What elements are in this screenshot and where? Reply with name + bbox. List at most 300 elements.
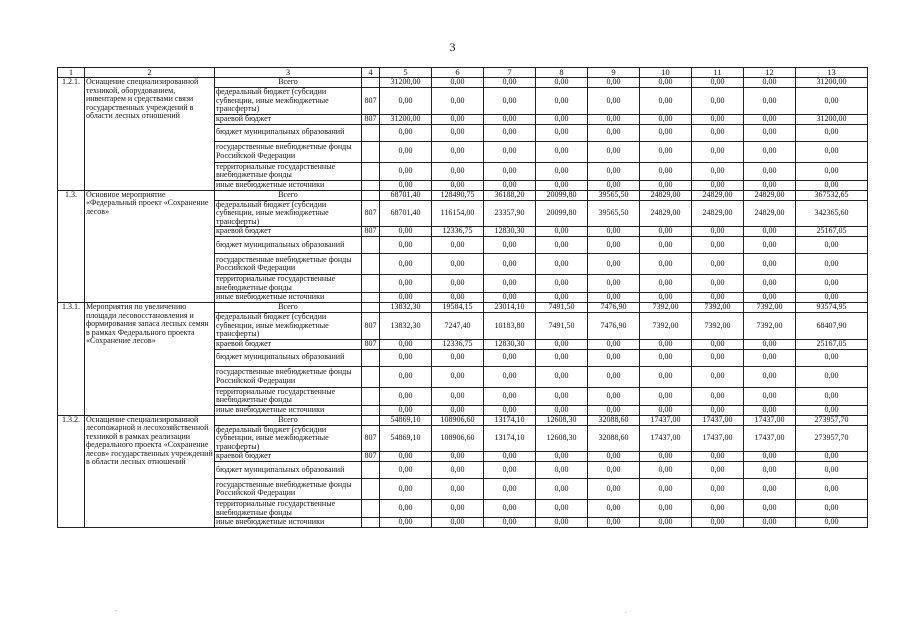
- amount-value: 0,00: [380, 479, 432, 500]
- budget-code: [362, 124, 380, 141]
- budget-code: [362, 518, 380, 528]
- amount-value: 0,00: [432, 349, 484, 366]
- amount-value: 24829,00: [744, 200, 796, 227]
- budget-code: [362, 387, 380, 405]
- column-header: 2: [85, 68, 215, 78]
- funding-source: иные внебюджетные источники: [215, 293, 362, 303]
- amount-value: 0,00: [692, 293, 744, 303]
- amount-value: 0,00: [588, 462, 640, 479]
- total-value: 0,00: [796, 387, 868, 405]
- amount-value: 20099,80: [536, 190, 588, 200]
- amount-value: 0,00: [692, 452, 744, 462]
- amount-value: 54869,10: [380, 415, 432, 425]
- amount-value: 0,00: [432, 479, 484, 500]
- amount-value: 0,00: [380, 254, 432, 275]
- amount-value: 0,00: [744, 518, 796, 528]
- item-number: 1.3.1.: [58, 303, 85, 416]
- amount-value: 0,00: [484, 387, 536, 405]
- funding-source: территориальные государственные внебюджетные фонды: [215, 275, 362, 293]
- amount-value: 0,00: [640, 237, 692, 254]
- amount-value: 0,00: [380, 462, 432, 479]
- amount-value: 0,00: [484, 78, 536, 88]
- amount-value: 23014,10: [484, 303, 536, 313]
- total-value: 273957,70: [796, 425, 868, 452]
- amount-value: 0,00: [692, 349, 744, 366]
- amount-value: 0,00: [380, 162, 432, 180]
- amount-value: 0,00: [692, 405, 744, 415]
- amount-value: 0,00: [484, 462, 536, 479]
- amount-value: 0,00: [588, 339, 640, 349]
- funding-source: государственные внебюджетные фонды Российской Федерации: [215, 479, 362, 500]
- amount-value: 0,00: [536, 227, 588, 237]
- item-name: Мероприятия по увеличению площади лесовосстановления и формирования запаса лесных семян в рамках Федерального проекта «Сохранение лесов»: [85, 303, 215, 416]
- item-number: 1.2.1.: [58, 78, 85, 191]
- amount-value: 12608,30: [536, 425, 588, 452]
- amount-value: 0,00: [744, 366, 796, 387]
- amount-value: 0,00: [692, 180, 744, 190]
- total-value: 0,00: [796, 479, 868, 500]
- amount-value: 36188,20: [484, 190, 536, 200]
- budget-table: [57, 67, 868, 528]
- total-value: 25167,05: [796, 339, 868, 349]
- amount-value: 7491,50: [536, 313, 588, 340]
- amount-value: 0,00: [744, 339, 796, 349]
- funding-source: федеральный бюджет (субсидии субвенции, иные межбюджетные трансферты): [215, 200, 362, 227]
- amount-value: 7476,90: [588, 313, 640, 340]
- item-number: 1.3.2.: [58, 415, 85, 528]
- amount-value: 0,00: [536, 349, 588, 366]
- amount-value: 0,00: [744, 387, 796, 405]
- amount-value: 0,00: [744, 405, 796, 415]
- amount-value: 0,00: [588, 452, 640, 462]
- amount-value: 0,00: [536, 387, 588, 405]
- budget-code: 807: [362, 339, 380, 349]
- funding-source: федеральный бюджет (субсидии субвенции, иные межбюджетные трансферты): [215, 313, 362, 340]
- amount-value: 0,00: [484, 366, 536, 387]
- table-row: [58, 415, 868, 425]
- amount-value: 0,00: [536, 124, 588, 141]
- amount-value: 0,00: [380, 366, 432, 387]
- funding-source: государственные внебюджетные фонды Российской Федерации: [215, 366, 362, 387]
- funding-source: федеральный бюджет (субсидии субвенции, иные межбюджетные трансферты): [215, 425, 362, 452]
- total-value: 0,00: [796, 462, 868, 479]
- amount-value: 13174,10: [484, 425, 536, 452]
- budget-code: 807: [362, 313, 380, 340]
- amount-value: 68701,40: [380, 190, 432, 200]
- amount-value: 0,00: [380, 518, 432, 528]
- amount-value: 0,00: [692, 114, 744, 124]
- amount-value: 0,00: [692, 462, 744, 479]
- amount-value: 0,00: [692, 479, 744, 500]
- amount-value: 0,00: [536, 180, 588, 190]
- column-header: 3: [215, 68, 362, 78]
- header-row: [58, 68, 868, 78]
- amount-value: 0,00: [588, 88, 640, 115]
- amount-value: 0,00: [640, 387, 692, 405]
- amount-value: 0,00: [640, 479, 692, 500]
- amount-value: 108906,60: [432, 425, 484, 452]
- page-number: 3: [449, 40, 456, 54]
- amount-value: 0,00: [536, 78, 588, 88]
- funding-source: федеральный бюджет (субсидии субвенции, иные межбюджетные трансферты): [215, 88, 362, 115]
- amount-value: 0,00: [640, 462, 692, 479]
- budget-code: [362, 349, 380, 366]
- amount-value: 0,00: [692, 500, 744, 518]
- column-header: 1: [58, 68, 85, 78]
- amount-value: 0,00: [484, 124, 536, 141]
- funding-source: территориальные государственные внебюджетные фонды: [215, 162, 362, 180]
- column-header: 8: [536, 68, 588, 78]
- column-header: 13: [796, 68, 868, 78]
- amount-value: 0,00: [744, 462, 796, 479]
- column-header: 6: [432, 68, 484, 78]
- amount-value: 0,00: [692, 162, 744, 180]
- funding-source: территориальные государственные внебюджетные фонды: [215, 387, 362, 405]
- amount-value: 7247,40: [432, 313, 484, 340]
- amount-value: 0,00: [640, 114, 692, 124]
- amount-value: 0,00: [432, 162, 484, 180]
- amount-value: 0,00: [484, 88, 536, 115]
- amount-value: 0,00: [380, 339, 432, 349]
- funding-source: краевой бюджет: [215, 452, 362, 462]
- amount-value: 0,00: [744, 479, 796, 500]
- amount-value: 10183,80: [484, 313, 536, 340]
- amount-value: 24829,00: [640, 190, 692, 200]
- budget-code: [362, 237, 380, 254]
- amount-value: 0,00: [640, 405, 692, 415]
- amount-value: 0,00: [536, 293, 588, 303]
- budget-code: [362, 366, 380, 387]
- amount-value: 0,00: [432, 237, 484, 254]
- total-value: 68407,90: [796, 313, 868, 340]
- amount-value: 0,00: [640, 500, 692, 518]
- amount-value: 0,00: [640, 88, 692, 115]
- amount-value: 13832,30: [380, 313, 432, 340]
- budget-code: [362, 500, 380, 518]
- column-header: 7: [484, 68, 536, 78]
- amount-value: 0,00: [640, 452, 692, 462]
- budget-code: [362, 162, 380, 180]
- total-value: 0,00: [796, 405, 868, 415]
- amount-value: 0,00: [588, 518, 640, 528]
- amount-value: 0,00: [640, 78, 692, 88]
- column-header: 11: [692, 68, 744, 78]
- amount-value: 0,00: [484, 254, 536, 275]
- amount-value: 0,00: [692, 275, 744, 293]
- scan-mark: .: [625, 606, 627, 615]
- amount-value: 0,00: [640, 293, 692, 303]
- amount-value: 0,00: [432, 462, 484, 479]
- amount-value: 17437,00: [692, 415, 744, 425]
- amount-value: 24829,00: [692, 190, 744, 200]
- amount-value: 24829,00: [744, 190, 796, 200]
- amount-value: 54869,10: [380, 425, 432, 452]
- amount-value: 0,00: [692, 227, 744, 237]
- amount-value: 0,00: [588, 405, 640, 415]
- amount-value: 0,00: [432, 293, 484, 303]
- table-row: [58, 303, 868, 313]
- amount-value: 0,00: [744, 500, 796, 518]
- amount-value: 0,00: [744, 349, 796, 366]
- item-name: Основное мероприятие «Федеральный проект «Сохранение лесов»: [85, 190, 215, 303]
- budget-code: 807: [362, 227, 380, 237]
- budget-code: [362, 303, 380, 313]
- funding-source: бюджет муниципальных образований: [215, 124, 362, 141]
- amount-value: 32088,60: [588, 415, 640, 425]
- funding-source: краевой бюджет: [215, 339, 362, 349]
- amount-value: 0,00: [692, 387, 744, 405]
- column-header: 10: [640, 68, 692, 78]
- funding-source: иные внебюджетные источники: [215, 180, 362, 190]
- table-row: [58, 78, 868, 88]
- column-header: 9: [588, 68, 640, 78]
- amount-value: 0,00: [640, 254, 692, 275]
- amount-value: 0,00: [536, 462, 588, 479]
- amount-value: 0,00: [640, 227, 692, 237]
- amount-value: 39565,50: [588, 190, 640, 200]
- amount-value: 7392,00: [640, 313, 692, 340]
- column-header: 5: [380, 68, 432, 78]
- amount-value: 0,00: [432, 124, 484, 141]
- amount-value: 0,00: [692, 366, 744, 387]
- amount-value: 0,00: [432, 518, 484, 528]
- amount-value: 0,00: [588, 162, 640, 180]
- amount-value: 0,00: [640, 180, 692, 190]
- amount-value: 0,00: [536, 366, 588, 387]
- amount-value: 32088,60: [588, 425, 640, 452]
- funding-source: бюджет муниципальных образований: [215, 237, 362, 254]
- amount-value: 31200,00: [380, 114, 432, 124]
- total-value: 0,00: [796, 162, 868, 180]
- total-value: 25167,05: [796, 227, 868, 237]
- amount-value: 0,00: [640, 349, 692, 366]
- amount-value: 0,00: [432, 405, 484, 415]
- amount-value: 0,00: [484, 405, 536, 415]
- amount-value: 0,00: [484, 500, 536, 518]
- amount-value: 0,00: [744, 114, 796, 124]
- amount-value: 0,00: [432, 180, 484, 190]
- amount-value: 0,00: [432, 114, 484, 124]
- amount-value: 0,00: [432, 387, 484, 405]
- amount-value: 0,00: [692, 237, 744, 254]
- amount-value: 0,00: [484, 479, 536, 500]
- amount-value: 0,00: [536, 500, 588, 518]
- total-value: 31200,00: [796, 114, 868, 124]
- amount-value: 0,00: [692, 339, 744, 349]
- funding-source: государственные внебюджетные фонды Российской Федерации: [215, 254, 362, 275]
- amount-value: 0,00: [744, 452, 796, 462]
- amount-value: 17437,00: [744, 415, 796, 425]
- total-value: 0,00: [796, 141, 868, 162]
- amount-value: 0,00: [692, 124, 744, 141]
- amount-value: 0,00: [380, 293, 432, 303]
- amount-value: 7392,00: [692, 303, 744, 313]
- amount-value: 0,00: [640, 275, 692, 293]
- total-value: 0,00: [796, 124, 868, 141]
- item-number: 1.3.: [58, 190, 85, 303]
- budget-code: 807: [362, 200, 380, 227]
- amount-value: 0,00: [588, 366, 640, 387]
- amount-value: 7476,90: [588, 303, 640, 313]
- amount-value: 0,00: [588, 254, 640, 275]
- amount-value: 0,00: [744, 141, 796, 162]
- amount-value: 0,00: [380, 452, 432, 462]
- amount-value: 0,00: [744, 237, 796, 254]
- amount-value: 108906,60: [432, 415, 484, 425]
- amount-value: 0,00: [432, 366, 484, 387]
- amount-value: 0,00: [432, 254, 484, 275]
- budget-code: [362, 275, 380, 293]
- item-name: Оснащение специализированной техникой, оборудованием, инвентарем и средствами связи государственных учреждений в области лесных отношений: [85, 78, 215, 191]
- amount-value: 0,00: [484, 114, 536, 124]
- amount-value: 12608,30: [536, 415, 588, 425]
- amount-value: 0,00: [536, 237, 588, 254]
- amount-value: 0,00: [380, 500, 432, 518]
- amount-value: 17437,00: [692, 425, 744, 452]
- amount-value: 12336,75: [432, 339, 484, 349]
- amount-value: 0,00: [588, 114, 640, 124]
- amount-value: 0,00: [692, 141, 744, 162]
- amount-value: 68701,40: [380, 200, 432, 227]
- table-row: [58, 190, 868, 200]
- budget-code: [362, 462, 380, 479]
- amount-value: 0,00: [588, 479, 640, 500]
- funding-source: краевой бюджет: [215, 227, 362, 237]
- amount-value: 0,00: [380, 405, 432, 415]
- budget-code: [362, 479, 380, 500]
- amount-value: 0,00: [432, 88, 484, 115]
- amount-value: 128490,75: [432, 190, 484, 200]
- scan-mark: -: [115, 606, 118, 615]
- total-value: 0,00: [796, 349, 868, 366]
- amount-value: 0,00: [536, 162, 588, 180]
- amount-value: 0,00: [744, 162, 796, 180]
- amount-value: 0,00: [536, 405, 588, 415]
- total-value: 0,00: [796, 366, 868, 387]
- budget-code: 807: [362, 452, 380, 462]
- total-value: 0,00: [796, 180, 868, 190]
- funding-source: бюджет муниципальных образований: [215, 349, 362, 366]
- amount-value: 0,00: [432, 78, 484, 88]
- amount-value: 0,00: [640, 339, 692, 349]
- amount-value: 7491,50: [536, 303, 588, 313]
- amount-value: 0,00: [588, 349, 640, 366]
- amount-value: 17437,00: [640, 415, 692, 425]
- total-value: 0,00: [796, 88, 868, 115]
- item-name: Оснащение специализированной лесопожарной и лесохозяйственной техникой в рамках реализации федерального проекта «Сохранение лесов» государственных учреждений в области лесных отношений: [85, 415, 215, 528]
- funding-source: Всего: [215, 415, 362, 425]
- total-value: 0,00: [796, 500, 868, 518]
- amount-value: 7392,00: [640, 303, 692, 313]
- amount-value: 0,00: [380, 88, 432, 115]
- amount-value: 0,00: [640, 366, 692, 387]
- amount-value: 0,00: [484, 141, 536, 162]
- amount-value: 0,00: [640, 141, 692, 162]
- amount-value: 0,00: [588, 500, 640, 518]
- amount-value: 0,00: [588, 293, 640, 303]
- amount-value: 0,00: [744, 254, 796, 275]
- total-value: 0,00: [796, 293, 868, 303]
- amount-value: 0,00: [640, 518, 692, 528]
- amount-value: 0,00: [692, 88, 744, 115]
- amount-value: 12336,75: [432, 227, 484, 237]
- amount-value: 0,00: [588, 387, 640, 405]
- budget-code: [362, 180, 380, 190]
- total-value: 342365,60: [796, 200, 868, 227]
- total-value: 93574,95: [796, 303, 868, 313]
- amount-value: 24829,00: [692, 200, 744, 227]
- amount-value: 0,00: [536, 452, 588, 462]
- budget-code: [362, 78, 380, 88]
- amount-value: 0,00: [380, 141, 432, 162]
- amount-value: 0,00: [536, 254, 588, 275]
- funding-source: Всего: [215, 78, 362, 88]
- amount-value: 12830,30: [484, 339, 536, 349]
- amount-value: 0,00: [432, 141, 484, 162]
- amount-value: 20099,80: [536, 200, 588, 227]
- budget-code: [362, 415, 380, 425]
- amount-value: 0,00: [536, 141, 588, 162]
- amount-value: 12830,30: [484, 227, 536, 237]
- total-value: 31200,00: [796, 78, 868, 88]
- funding-source: Всего: [215, 303, 362, 313]
- column-header: 12: [744, 68, 796, 78]
- total-value: 0,00: [796, 254, 868, 275]
- amount-value: 0,00: [744, 124, 796, 141]
- amount-value: 17437,00: [640, 425, 692, 452]
- amount-value: 0,00: [692, 78, 744, 88]
- amount-value: 0,00: [588, 180, 640, 190]
- amount-value: 0,00: [484, 293, 536, 303]
- funding-source: территориальные государственные внебюджетные фонды: [215, 500, 362, 518]
- amount-value: 0,00: [432, 500, 484, 518]
- amount-value: 0,00: [692, 518, 744, 528]
- budget-code: 807: [362, 425, 380, 452]
- amount-value: 0,00: [380, 349, 432, 366]
- total-value: 367532,65: [796, 190, 868, 200]
- amount-value: 0,00: [484, 452, 536, 462]
- total-value: 273957,70: [796, 415, 868, 425]
- amount-value: 0,00: [588, 227, 640, 237]
- budget-code: [362, 254, 380, 275]
- total-value: 0,00: [796, 518, 868, 528]
- amount-value: 7392,00: [692, 313, 744, 340]
- amount-value: 0,00: [588, 237, 640, 254]
- funding-source: краевой бюджет: [215, 114, 362, 124]
- amount-value: 0,00: [744, 180, 796, 190]
- amount-value: 0,00: [588, 275, 640, 293]
- amount-value: 13174,10: [484, 415, 536, 425]
- amount-value: 0,00: [640, 162, 692, 180]
- total-value: 0,00: [796, 452, 868, 462]
- total-value: 0,00: [796, 275, 868, 293]
- amount-value: 0,00: [536, 479, 588, 500]
- budget-code: [362, 293, 380, 303]
- amount-value: 116154,00: [432, 200, 484, 227]
- amount-value: 0,00: [536, 518, 588, 528]
- funding-source: иные внебюджетные источники: [215, 518, 362, 528]
- amount-value: 19584,15: [432, 303, 484, 313]
- amount-value: 7392,00: [744, 303, 796, 313]
- amount-value: 0,00: [380, 275, 432, 293]
- amount-value: 0,00: [744, 78, 796, 88]
- amount-value: 0,00: [484, 180, 536, 190]
- amount-value: 0,00: [744, 227, 796, 237]
- column-header: 4: [362, 68, 380, 78]
- amount-value: 0,00: [380, 237, 432, 254]
- amount-value: 0,00: [484, 162, 536, 180]
- amount-value: 0,00: [588, 78, 640, 88]
